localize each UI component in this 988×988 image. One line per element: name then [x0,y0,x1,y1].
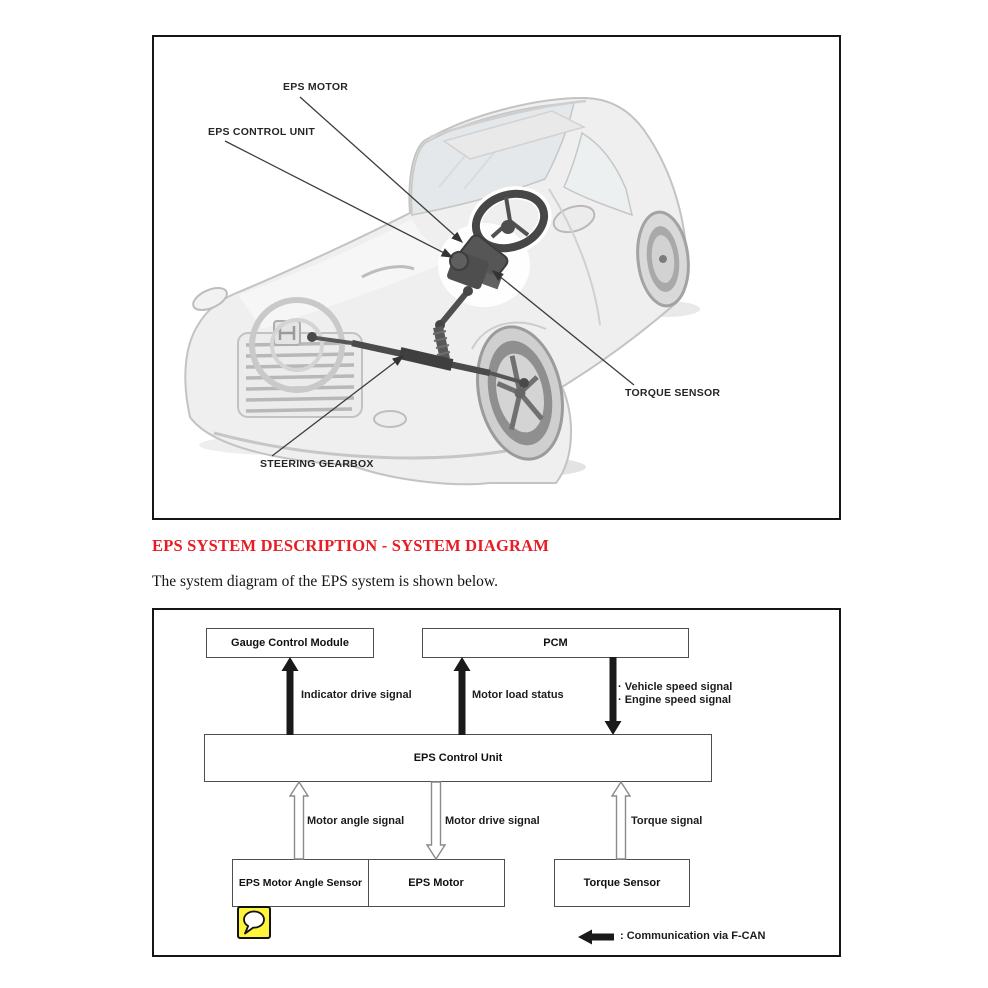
legend-fcan-label: : Communication via F-CAN [620,930,766,942]
box-eps-motor-angle-sensor: EPS Motor Angle Sensor [232,859,369,907]
label-torque-signal: Torque signal [631,815,703,827]
label-motor-drive-signal: Motor drive signal [445,815,540,827]
vehicle-illustration-graphic [154,37,839,518]
label-torque-sensor: TORQUE SENSOR [625,387,721,399]
speech-bubble-icon [239,908,269,937]
hollow-down-arrow-motor-drive [426,781,446,860]
solid-up-arrow-motor-load [453,657,471,735]
intro-text: The system diagram of the EPS system is shown below. [152,573,498,590]
section-heading: EPS SYSTEM DESCRIPTION - SYSTEM DIAGRAM [152,536,549,555]
label-steering-gearbox: STEERING GEARBOX [260,458,374,470]
label-motor-load-status: Motor load status [472,689,564,701]
box-gauge-control-module: Gauge Control Module [206,628,374,658]
note-marker[interactable] [237,906,271,939]
label-eps-control-unit: EPS CONTROL UNIT [208,126,316,138]
box-torque-sensor: Torque Sensor [554,859,690,907]
label-engine-speed-signal: · Engine speed signal [618,694,732,706]
hollow-up-arrow-torque [611,781,631,860]
label-eps-motor: EPS MOTOR [283,81,349,93]
label-indicator-drive-signal: Indicator drive signal [301,689,412,701]
honda-badge [274,321,300,345]
box-pcm: PCM [422,628,689,658]
left-arrow-icon [578,929,614,945]
system-diagram-panel [152,608,841,957]
label-motor-angle-signal: Motor angle signal [307,815,405,827]
box-eps-control-unit: EPS Control Unit [204,734,712,782]
vehicle-illustration-panel [152,35,841,520]
box-eps-motor: EPS Motor [368,859,505,907]
label-speed-signals [618,681,732,707]
label-vehicle-speed-signal: · Vehicle speed signal [618,681,733,693]
car-body [185,98,686,484]
solid-up-arrow-indicator [281,657,299,735]
hollow-up-arrow-motor-angle [289,781,309,860]
